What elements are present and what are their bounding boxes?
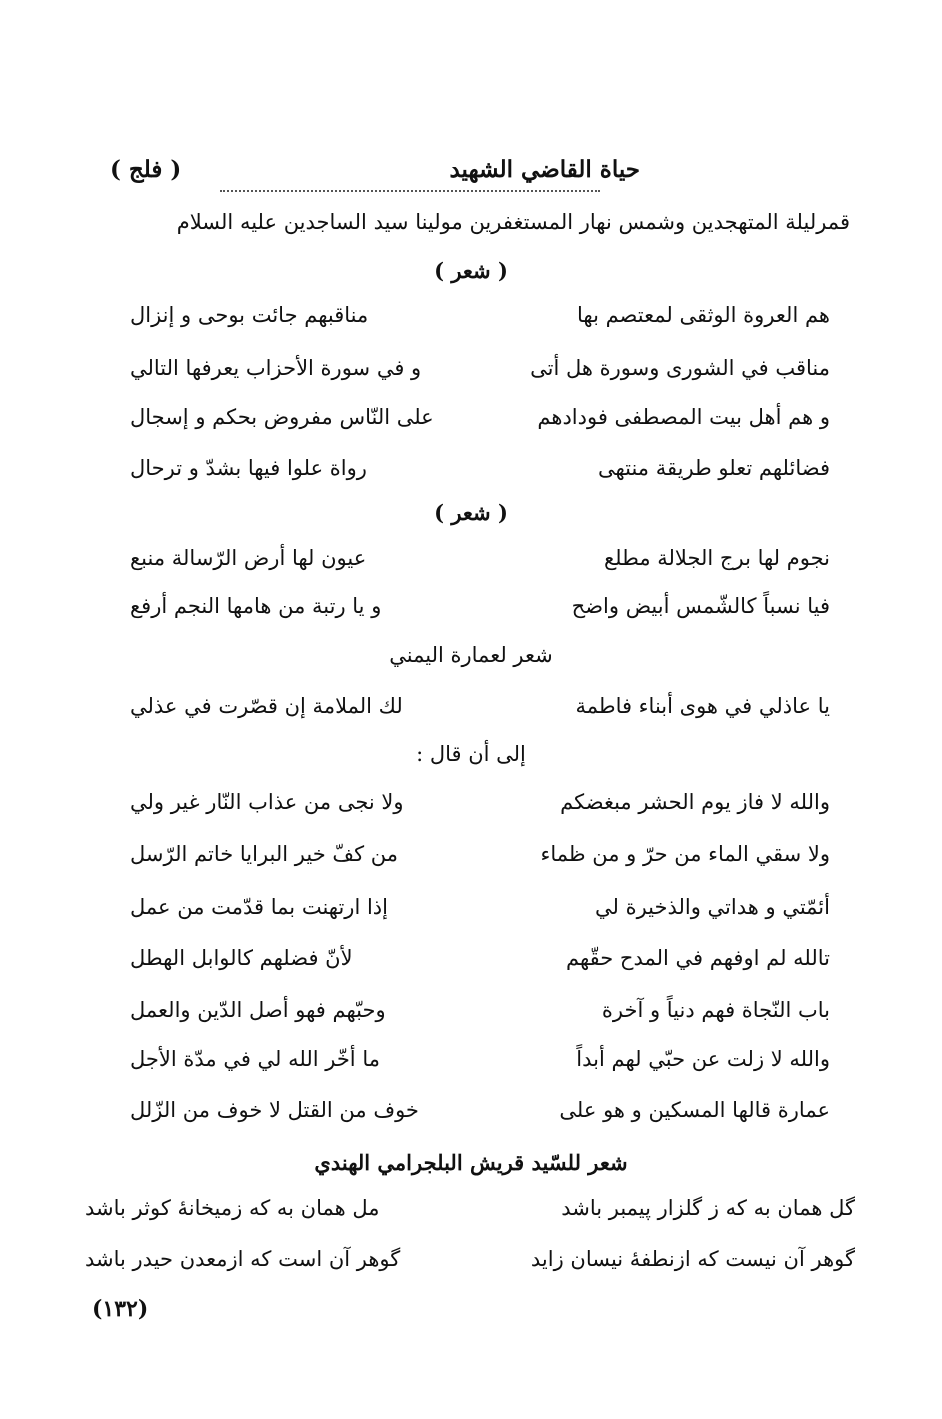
- header-rule: [220, 190, 600, 192]
- running-header: [100, 150, 840, 190]
- verse-second-hemistich: مل همان به كه زميخانهٔ كوثر باشد: [85, 1196, 380, 1220]
- section-marker: ( فلج ): [110, 156, 182, 183]
- verse-line: [130, 946, 830, 976]
- verse-first-hemistich: باب النّجاة فهم دنياً و آخرة: [601, 998, 830, 1022]
- verse-second-hemistich: إذا ارتهنت بما قدّمت من عمل: [130, 895, 388, 919]
- verse-line: [130, 405, 830, 435]
- verse-second-hemistich: و يا رتبة من هامها النجم أرفع: [130, 594, 382, 618]
- verse-first-hemistich: فضائلهم تعلو طريقة منتهى: [597, 456, 830, 480]
- verse-second-hemistich: ما أخّر الله لي في مدّة الأجل: [130, 1047, 380, 1071]
- verse-line: [130, 546, 830, 576]
- verse-line: [85, 1196, 855, 1226]
- verse-first-hemistich: مناقب في الشورى وسورة هل أتى: [530, 356, 830, 380]
- verse-line: [130, 594, 830, 624]
- verse-line: [130, 303, 830, 333]
- verse-second-hemistich: على النّاس مفروض بحكم و إسجال: [130, 405, 434, 429]
- poem-heading-2: ( شعر ): [434, 500, 508, 525]
- verse-second-hemistich: ولا نجى من عذاب النّار غير ولي: [130, 790, 404, 814]
- verse-second-hemistich: گوهر آن است كه ازمعدن حيدر باشد: [85, 1247, 401, 1271]
- verse-first-hemistich: تالله لم اوفهم في المدح حقّهم: [565, 946, 830, 970]
- verse-first-hemistich: نجوم لها برج الجلالة مطلع: [604, 546, 830, 570]
- verse-first-hemistich: گل همان به كه ز گلزار پيمبر باشد: [561, 1196, 855, 1220]
- verse-line: [85, 1247, 855, 1277]
- verse-line: [130, 842, 830, 872]
- page-number: (١٣٢): [92, 1296, 149, 1322]
- verse-first-hemistich: والله لا فاز يوم الحشر مبغضكم: [560, 790, 830, 814]
- verse-line: [130, 456, 830, 486]
- verse-first-hemistich: يا عاذلي في هوى أبناء فاطمة: [575, 694, 830, 718]
- verse-line: [130, 1047, 830, 1077]
- verse-second-hemistich: و في سورة الأحزاب يعرفها التالي: [130, 356, 422, 380]
- verse-line: [130, 694, 830, 724]
- verse-line: [130, 356, 830, 386]
- verse-first-hemistich: ولا سقي الماء من حرّ و من ظماء: [540, 842, 830, 866]
- verse-second-hemistich: وحبّهم فهو أصل الدّين والعمل: [130, 998, 386, 1022]
- verse-first-hemistich: گوهر آن نيست كه ازنطفهٔ نيسان زايد: [530, 1247, 855, 1271]
- book-title: حياة القاضي الشهيد: [449, 156, 640, 183]
- verse-second-hemistich: لأنّ فضلهم كالوابل الهطل: [130, 946, 353, 970]
- verse-second-hemistich: لك الملامة إن قصّرت في عذلي: [130, 694, 403, 718]
- poem-heading-persian: شعر للسّيد قريش البلجرامي الهندي: [314, 1150, 628, 1175]
- verse-second-hemistich: عيون لها أرض الرّسالة منبع: [130, 546, 367, 570]
- verse-second-hemistich: من كفّ خير البرايا خاتم الرّسل: [130, 842, 399, 866]
- verse-second-hemistich: رواة علوا فيها بشدّ و ترحال: [130, 456, 367, 480]
- verse-line: [130, 1098, 830, 1128]
- verse-first-hemistich: و هم أهل بيت المصطفى فودادهم: [537, 405, 830, 429]
- verse-line: [130, 895, 830, 925]
- verse-second-hemistich: مناقبهم جائت بوحى و إنزال: [130, 303, 369, 327]
- intro-line: قمرليلة المتهجدين وشمس نهار المستغفرين مولينا سيد الساجدين عليه السلام: [176, 210, 850, 234]
- poem-heading-3: شعر لعمارة اليمني: [389, 643, 553, 667]
- verse-first-hemistich: عمارة قالها المسكين و هو على: [559, 1098, 830, 1122]
- poem-heading-1: ( شعر ): [434, 258, 508, 283]
- verse-first-hemistich: فيا نسباً كالشّمس أبيض واضح: [571, 594, 830, 618]
- transition-line: إلى أن قال :: [416, 742, 526, 766]
- verse-line: [130, 790, 830, 820]
- verse-second-hemistich: خوف من القتل لا خوف من الزّلل: [130, 1098, 419, 1122]
- verse-first-hemistich: هم العروة الوثقى لمعتصم بها: [576, 303, 830, 327]
- verse-first-hemistich: والله لا زلت عن حبّي لهم أبداً: [576, 1047, 830, 1071]
- verse-line: [130, 998, 830, 1028]
- verse-first-hemistich: أئمّتي و هداتي والذخيرة لي: [595, 895, 830, 919]
